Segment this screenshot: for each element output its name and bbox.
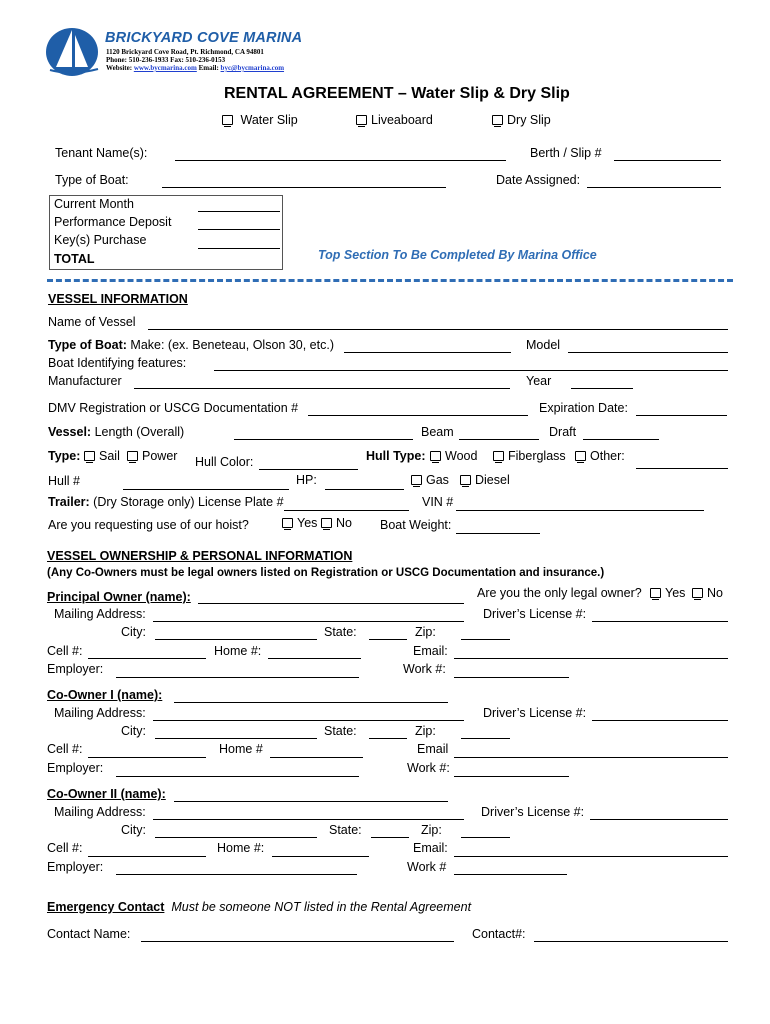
fee-total: TOTAL	[54, 252, 95, 266]
checkbox[interactable]	[692, 588, 703, 598]
owner3-city-label: City:	[121, 823, 146, 837]
dry-slip-option[interactable]: Dry Slip	[492, 113, 551, 128]
beam-label: Beam	[421, 425, 454, 439]
owner1-cell-label: Cell #:	[47, 644, 83, 658]
office-boat-type-field[interactable]	[162, 187, 446, 188]
owner3-license-field[interactable]	[590, 819, 728, 820]
owner1-cell-field[interactable]	[88, 658, 206, 659]
owner3-home-label: Home #:	[217, 841, 265, 855]
make-label: Type of Boat: Make: (ex. Beneteau, Olson 30, etc.)	[48, 338, 334, 352]
sail-option[interactable]: Sail	[84, 449, 120, 464]
sailboat-logo-icon	[44, 25, 104, 77]
tenant-names-field[interactable]	[175, 160, 506, 161]
ownership-subheading: (Any Co-Owners must be legal owners listed on Registration or USCG Documentation and insurance.)	[47, 567, 605, 579]
owner2-employer-field[interactable]	[116, 776, 359, 777]
owner2-home-field[interactable]	[270, 757, 363, 758]
fiberglass-option[interactable]: Fiberglass	[493, 449, 566, 464]
email-label: Email:	[196, 64, 221, 72]
owner3-mailing-label: Mailing Address:	[54, 805, 146, 819]
owner1-license-field[interactable]	[592, 621, 728, 622]
owner2-state-field[interactable]	[369, 738, 407, 739]
principal-owner-label: Principal Owner (name):	[47, 590, 191, 604]
hull-color-label: Hull Color:	[195, 455, 254, 469]
owner1-email-field[interactable]	[454, 658, 728, 659]
emergency-contact-heading: Emergency Contact Must be someone NOT listed in the Rental Agreement	[47, 900, 472, 914]
length-label: Vessel: Length (Overall)	[48, 425, 185, 439]
draft-label: Draft	[549, 425, 577, 439]
principal-owner-field[interactable]	[198, 603, 464, 604]
page-title: RENTAL AGREEMENT – Water Slip & Dry Slip	[224, 85, 570, 102]
type-label: Type:	[48, 449, 81, 463]
owner2-city-label: City:	[121, 724, 146, 738]
owner1-mailing-field[interactable]	[153, 621, 464, 622]
marina-name: BRICKYARD COVE MARINA	[105, 30, 303, 46]
owner2-state-label: State:	[324, 724, 357, 738]
draft-field[interactable]	[583, 439, 659, 440]
checkbox[interactable]	[575, 451, 586, 461]
checkbox[interactable]	[282, 518, 293, 528]
power-option[interactable]: Power	[127, 449, 177, 464]
checkbox[interactable]	[222, 115, 233, 125]
trailer-label: Trailer: (Dry Storage only) License Plate #	[48, 495, 284, 509]
checkbox[interactable]	[493, 451, 504, 461]
boat-weight-label: Boat Weight:	[380, 518, 452, 532]
owner1-license-label: Driver’s License #:	[483, 607, 587, 621]
fee-performance-deposit-field[interactable]	[198, 229, 280, 230]
owner2-license-field[interactable]	[592, 720, 728, 721]
owner3-home-field[interactable]	[272, 856, 369, 857]
owner1-city-label: City:	[121, 625, 146, 639]
identifying-label: Boat Identifying features:	[48, 356, 187, 370]
fee-keys-purchase: Key(s) Purchase	[54, 233, 147, 247]
owner1-zip-label: Zip:	[415, 625, 436, 639]
license-plate-field[interactable]	[284, 510, 409, 511]
owner3-license-label: Driver’s License #:	[481, 805, 585, 819]
hull-number-field[interactable]	[123, 489, 289, 490]
owner2-email-label: Email	[417, 742, 449, 756]
owner2-work-label: Work #:	[407, 761, 450, 775]
marina-web-email	[106, 64, 284, 73]
hp-field[interactable]	[325, 489, 404, 490]
hoist-yes-option[interactable]: Yes	[282, 516, 317, 531]
boat-weight-field[interactable]	[456, 533, 540, 534]
vessel-info-heading: VESSEL INFORMATION	[48, 292, 188, 306]
owner2-zip-field[interactable]	[461, 738, 510, 739]
owner3-employer-label: Employer:	[47, 860, 104, 874]
owner3-zip-field[interactable]	[461, 837, 510, 838]
owner2-home-label: Home #	[219, 742, 263, 756]
checkbox[interactable]	[84, 451, 95, 461]
checkbox[interactable]	[411, 475, 422, 485]
only-owner-yes[interactable]: Yes	[650, 586, 685, 601]
owner3-work-field[interactable]	[454, 874, 567, 875]
model-field[interactable]	[568, 352, 728, 353]
office-note: Top Section To Be Completed By Marina Office	[318, 248, 597, 262]
hull-color-field[interactable]	[259, 469, 358, 470]
owner1-home-field[interactable]	[268, 658, 361, 659]
owner1-mailing-label: Mailing Address:	[54, 607, 146, 621]
hull-number-label: Hull #	[48, 474, 80, 488]
contact-number-label: Contact#:	[472, 927, 526, 941]
other-field[interactable]	[636, 468, 728, 469]
vessel-name-label: Name of Vessel	[48, 315, 136, 329]
contact-name-field[interactable]	[141, 941, 454, 942]
vessel-name-field[interactable]	[148, 329, 728, 330]
owner3-zip-label: Zip:	[421, 823, 442, 837]
owner2-cell-field[interactable]	[88, 757, 206, 758]
owner3-cell-label: Cell #:	[47, 841, 83, 855]
date-assigned-label: Date Assigned:	[496, 173, 581, 187]
owner2-license-label: Driver’s License #:	[483, 706, 587, 720]
ownership-heading: VESSEL OWNERSHIP & PERSONAL INFORMATION	[47, 549, 353, 563]
berth-slip-field[interactable]	[614, 160, 721, 161]
owner3-employer-field[interactable]	[116, 874, 357, 875]
co-owner-1-field[interactable]	[174, 702, 448, 703]
only-owner-no[interactable]: No	[692, 586, 723, 601]
co-owner-2-field[interactable]	[174, 801, 448, 802]
owner1-home-label: Home #:	[214, 644, 262, 658]
expiration-label: Expiration Date:	[539, 401, 628, 415]
owner3-city-field[interactable]	[155, 837, 317, 838]
owner1-city-field[interactable]	[155, 639, 317, 640]
website-label: Website:	[106, 64, 134, 72]
hp-label: HP:	[296, 473, 317, 487]
vin-field[interactable]	[456, 510, 704, 511]
dmv-label: DMV Registration or USCG Documentation #	[48, 401, 299, 415]
other-option[interactable]: Other:	[575, 449, 625, 464]
contact-name-label: Contact Name:	[47, 927, 131, 941]
vin-label: VIN #	[422, 495, 454, 509]
wood-option[interactable]: Wood	[430, 449, 477, 464]
owner3-state-label: State:	[329, 823, 362, 837]
owner3-cell-field[interactable]	[88, 856, 206, 857]
fee-keys-purchase-field[interactable]	[198, 248, 280, 249]
owner3-mailing-field[interactable]	[153, 819, 464, 820]
fee-current-month-field[interactable]	[198, 211, 280, 212]
checkbox[interactable]	[356, 115, 367, 125]
owner2-email-field[interactable]	[454, 757, 728, 758]
berth-slip-label: Berth / Slip #	[530, 146, 602, 160]
checkbox[interactable]	[492, 115, 503, 125]
owner1-work-label: Work #:	[403, 662, 446, 676]
owner2-city-field[interactable]	[155, 738, 317, 739]
office-boat-type-label: Type of Boat:	[55, 173, 129, 187]
make-field[interactable]	[344, 352, 511, 353]
owner2-zip-label: Zip:	[415, 724, 436, 738]
owner3-email-field[interactable]	[454, 856, 728, 857]
checkbox[interactable]	[321, 518, 332, 528]
beam-field[interactable]	[459, 439, 539, 440]
gas-option[interactable]: Gas	[411, 473, 449, 488]
only-owner-question: Are you the only legal owner?	[477, 586, 642, 600]
identifying-field[interactable]	[214, 370, 728, 371]
owner3-work-label: Work #	[407, 860, 447, 874]
owner3-state-field[interactable]	[371, 837, 409, 838]
owner1-employer-field[interactable]	[116, 677, 359, 678]
diesel-option[interactable]: Diesel	[460, 473, 510, 488]
checkbox[interactable]	[460, 475, 471, 485]
owner1-state-label: State:	[324, 625, 357, 639]
tenant-names-label: Tenant Name(s):	[55, 146, 148, 160]
length-field[interactable]	[234, 439, 413, 440]
checkbox[interactable]	[430, 451, 441, 461]
year-label: Year	[526, 374, 552, 388]
contact-number-field[interactable]	[534, 941, 728, 942]
owner2-employer-label: Employer:	[47, 761, 104, 775]
owner3-email-label: Email:	[413, 841, 448, 855]
checkbox[interactable]	[650, 588, 661, 598]
manufacturer-field[interactable]	[134, 388, 510, 389]
owner2-cell-label: Cell #:	[47, 742, 83, 756]
fee-performance-deposit: Performance Deposit	[54, 215, 172, 229]
dmv-field[interactable]	[308, 415, 528, 416]
model-label: Model	[526, 338, 561, 352]
owner1-work-field[interactable]	[454, 677, 569, 678]
owner2-mailing-field[interactable]	[153, 720, 464, 721]
hoist-no-option[interactable]: No	[321, 516, 352, 531]
hull-type-label: Hull Type:	[366, 449, 426, 463]
email-link[interactable]: byc@bycmarina.com	[220, 64, 285, 72]
owner2-mailing-label: Mailing Address:	[54, 706, 146, 720]
date-assigned-field[interactable]	[587, 187, 721, 188]
liveaboard-option[interactable]: Liveaboard	[356, 113, 433, 128]
owner1-state-field[interactable]	[369, 639, 407, 640]
manufacturer-label: Manufacturer	[48, 374, 122, 388]
owner1-employer-label: Employer:	[47, 662, 104, 676]
water-slip-option[interactable]: Water Slip	[222, 113, 298, 128]
co-owner-2-label: Co-Owner II (name):	[47, 787, 166, 801]
owner2-work-field[interactable]	[454, 776, 569, 777]
owner1-email-label: Email:	[413, 644, 448, 658]
expiration-field[interactable]	[636, 415, 727, 416]
marina-phone: Phone: 510-236-1933 Fax: 510-236-0153	[106, 56, 226, 64]
year-field[interactable]	[571, 388, 633, 389]
owner1-zip-field[interactable]	[461, 639, 510, 640]
website-link[interactable]: www.bycmarina.com	[133, 64, 197, 72]
marina-address: 1120 Brickyard Cove Road, Pt. Richmond, CA 94801	[106, 48, 264, 56]
fee-current-month: Current Month	[54, 197, 134, 211]
co-owner-1-label: Co-Owner I (name):	[47, 688, 163, 702]
hoist-question: Are you requesting use of our hoist?	[48, 518, 249, 532]
checkbox[interactable]	[127, 451, 138, 461]
section-divider	[47, 279, 733, 282]
